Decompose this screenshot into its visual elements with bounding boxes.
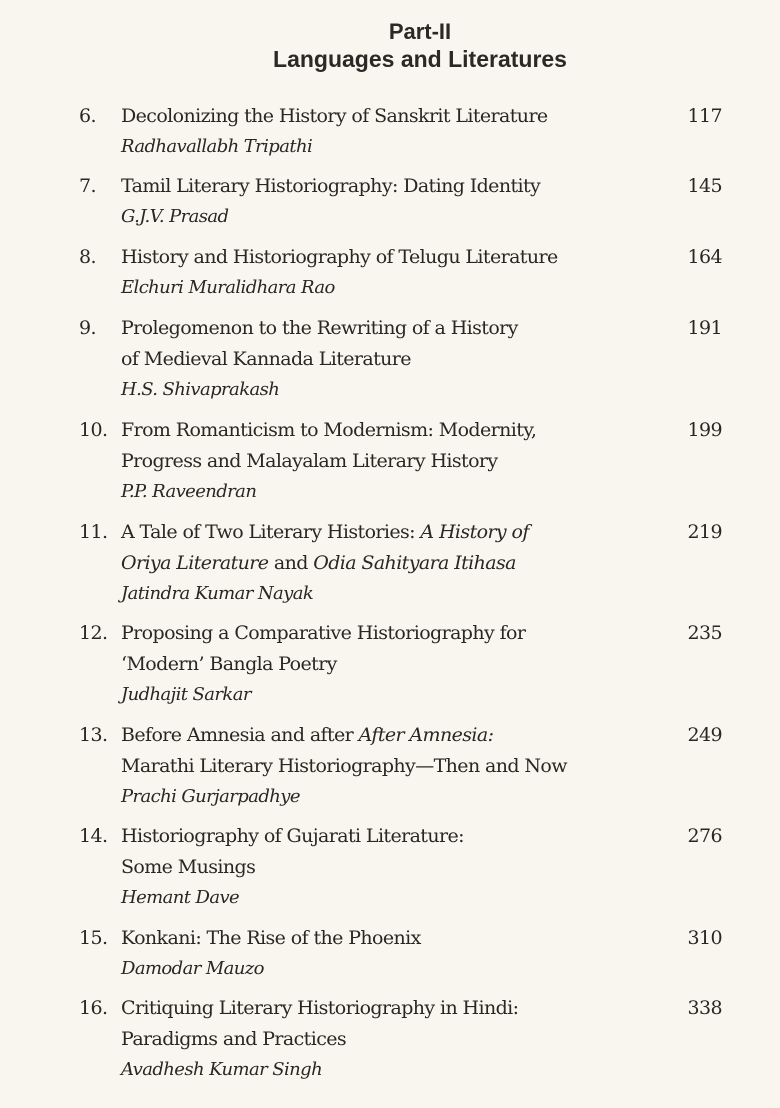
title-italic-text: Odia Sahityara Itihasa — [313, 552, 516, 574]
chapter-author: G.J.V. Prasad — [121, 206, 229, 227]
title-italic-text: Oriya Literature — [121, 552, 269, 574]
title-italic-text: After Amnesia: — [358, 724, 494, 746]
title-roman-text: A Tale of Two Literary Histories: — [121, 521, 421, 543]
title-roman-text: and — [268, 552, 314, 574]
chapter-number: 7. — [79, 175, 96, 197]
part-title: Languages and Literatures — [273, 46, 567, 72]
page-number: 235 — [687, 622, 722, 644]
chapter-title-line-1 — [121, 720, 681, 751]
chapter-author: Judhajit Sarkar — [121, 684, 251, 705]
chapter-title-line-2: of Medieval Kannada Literature — [121, 348, 411, 370]
chapter-author: Damodar Mauzo — [121, 958, 264, 979]
chapter-author: P.P. Raveendran — [121, 481, 257, 502]
page-number: 310 — [687, 927, 722, 949]
chapter-title: History and Historiography of Telugu Literature — [121, 246, 558, 268]
chapter-number: 16. — [79, 997, 108, 1019]
chapter-title-line-1: Historiography of Gujarati Literature: — [121, 825, 464, 847]
page-number: 145 — [687, 175, 722, 197]
page-number: 191 — [687, 317, 722, 339]
chapter-number: 14. — [79, 825, 108, 847]
chapter-author: Elchuri Muralidhara Rao — [121, 277, 335, 298]
part-heading — [0, 18, 780, 74]
chapter-number: 10. — [79, 419, 108, 441]
chapter-title-line-1: Prolegomenon to the Rewriting of a History — [121, 317, 518, 339]
chapter-title-line-1: From Romanticism to Modernism: Modernity, — [121, 419, 537, 441]
chapter-number: 12. — [79, 622, 108, 644]
chapter-number: 6. — [79, 105, 96, 127]
chapter-title-line-2: Some Musings — [121, 856, 256, 878]
chapter-number: 15. — [79, 927, 108, 949]
page-number: 219 — [687, 521, 722, 543]
part-label: Part-II — [388, 19, 452, 44]
chapter-author: Radhavallabh Tripathi — [121, 136, 313, 157]
chapter-title: Tamil Literary Historiography: Dating Identity — [121, 175, 541, 197]
page-number: 249 — [687, 724, 722, 746]
chapter-number: 9. — [79, 317, 96, 339]
chapter-title-line-2 — [121, 548, 681, 579]
title-italic-text: A History of — [420, 521, 529, 543]
chapter-title-line-2: Marathi Literary Historiography—Then and Now — [121, 755, 567, 777]
chapter-title: Konkani: The Rise of the Phoenix — [121, 927, 421, 949]
page-number: 117 — [687, 105, 722, 127]
chapter-title-line-2: Paradigms and Practices — [121, 1028, 347, 1050]
chapter-author: Hemant Dave — [121, 887, 240, 908]
chapter-number: 11. — [79, 521, 108, 543]
chapter-title-line-1 — [121, 517, 681, 548]
chapter-author: Avadhesh Kumar Singh — [121, 1059, 323, 1080]
page-number: 199 — [687, 419, 722, 441]
chapter-number: 8. — [79, 246, 96, 268]
chapter-number: 13. — [79, 724, 108, 746]
chapter-author: H.S. Shivaprakash — [121, 379, 280, 400]
chapter-title-line-2: Progress and Malayalam Literary History — [121, 450, 498, 472]
chapter-title-line-1: Proposing a Comparative Historiography for — [121, 622, 526, 644]
title-roman-text: Before Amnesia and after — [121, 724, 359, 746]
chapter-title-line-1: Critiquing Literary Historiography in Hindi: — [121, 997, 519, 1019]
page-number: 164 — [687, 246, 722, 268]
page-number: 276 — [687, 825, 722, 847]
chapter-title: Decolonizing the History of Sanskrit Literature — [121, 105, 548, 127]
chapter-title-line-2: ‘Modern’ Bangla Poetry — [121, 653, 337, 675]
chapter-author: Prachi Gurjarpadhye — [121, 786, 300, 807]
chapter-author: Jatindra Kumar Nayak — [121, 583, 314, 604]
page-number: 338 — [687, 997, 722, 1019]
